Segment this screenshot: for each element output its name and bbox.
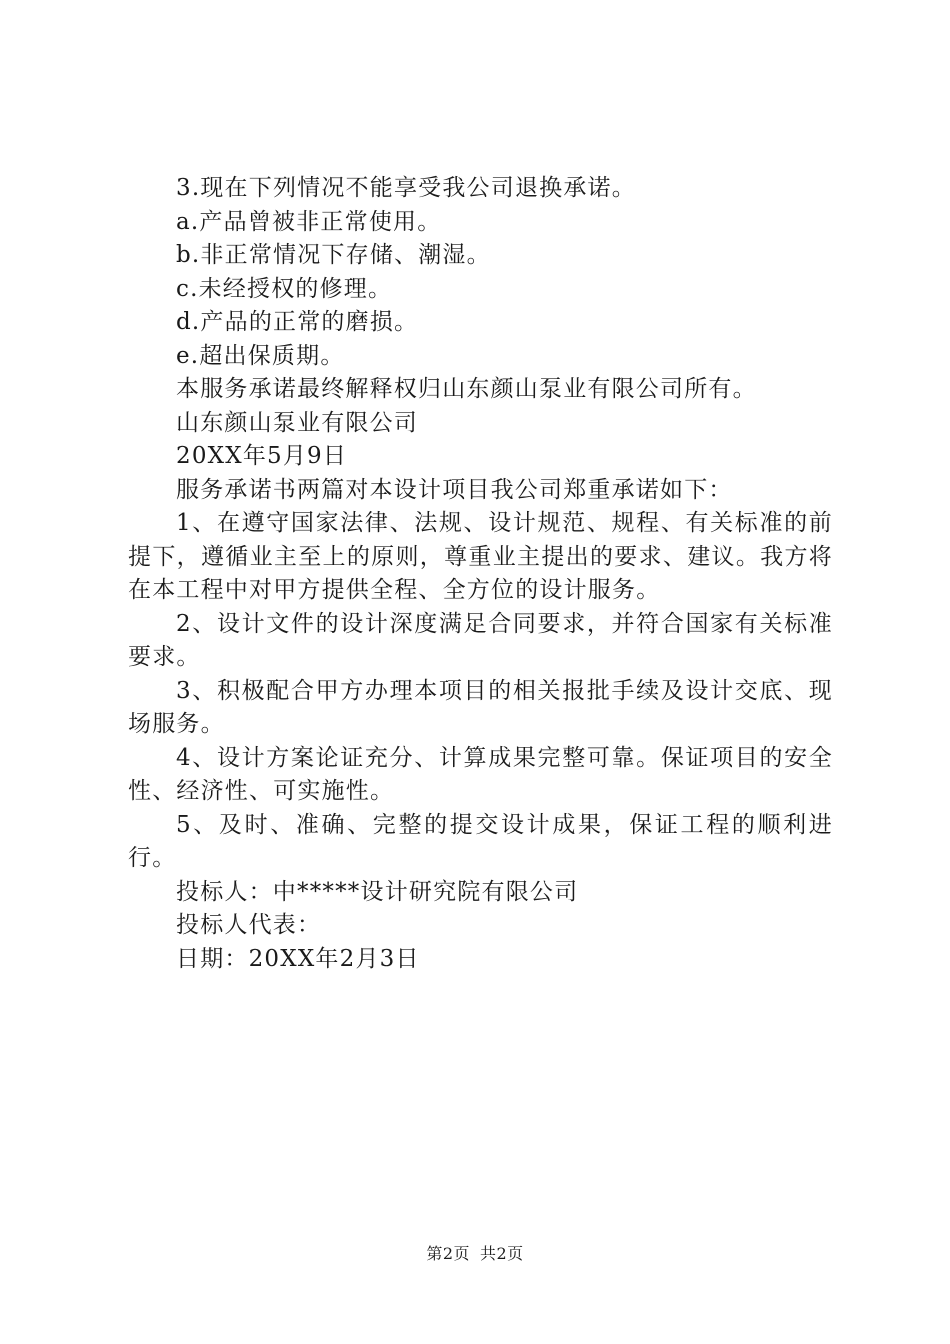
paragraph-exclusion-c: c.未经授权的修理。	[176, 275, 393, 302]
paragraph-signature-date: 20XX年5月9日	[176, 443, 348, 469]
paragraph-commitment-2: 2、设计文件的设计深度满足合同要求，并符合国家有关标准要求。	[128, 610, 833, 670]
paragraph-company-signature: 山东颜山泵业有限公司	[176, 409, 418, 436]
page-total: 共2页	[480, 1244, 524, 1263]
page-footer	[0, 1243, 950, 1265]
document-body	[128, 172, 833, 976]
paragraph-exclusions-heading: 3.现在下列情况不能享受我公司退换承诺。	[176, 175, 636, 201]
paragraph-bidder: 投标人：中*****设计研究院有限公司	[176, 878, 579, 905]
paragraph-second-letter-intro: 服务承诺书两篇对本设计项目我公司郑重承诺如下：	[176, 476, 733, 503]
paragraph-exclusion-d: d.产品的正常的磨损。	[176, 309, 419, 335]
paragraph-exclusion-b: b.非正常情况下存储、潮湿。	[176, 242, 491, 268]
paragraph-exclusion-a: a.产品曾被非正常使用。	[176, 208, 442, 235]
paragraph-commitment-5: 5、及时、准确、完整的提交设计成果，保证工程的顺利进行。	[128, 811, 833, 871]
paragraph-bid-date: 日期：20XX年2月3日	[176, 945, 420, 972]
page-number: 第2页	[426, 1244, 470, 1263]
paragraph-exclusion-e: e.超出保质期。	[176, 342, 345, 369]
paragraph-bidder-representative: 投标人代表：	[176, 912, 322, 938]
paragraph-commitment-4: 4、设计方案论证充分、计算成果完整可靠。保证项目的安全性、经济性、可实施性。	[128, 744, 833, 804]
paragraph-commitment-1: 1、在遵守国家法律、法规、设计规范、规程、有关标准的前提下，遵循业主至上的原则，尊重业主提出的要求、建议。我方将在本工程中对甲方提供全程、全方位的设计服务。	[128, 510, 833, 603]
paragraph-commitment-3: 3、积极配合甲方办理本项目的相关报批手续及设计交底、现场服务。	[128, 677, 833, 737]
paragraph-interpretation-right: 本服务承诺最终解释权归山东颜山泵业有限公司所有。	[176, 376, 757, 402]
